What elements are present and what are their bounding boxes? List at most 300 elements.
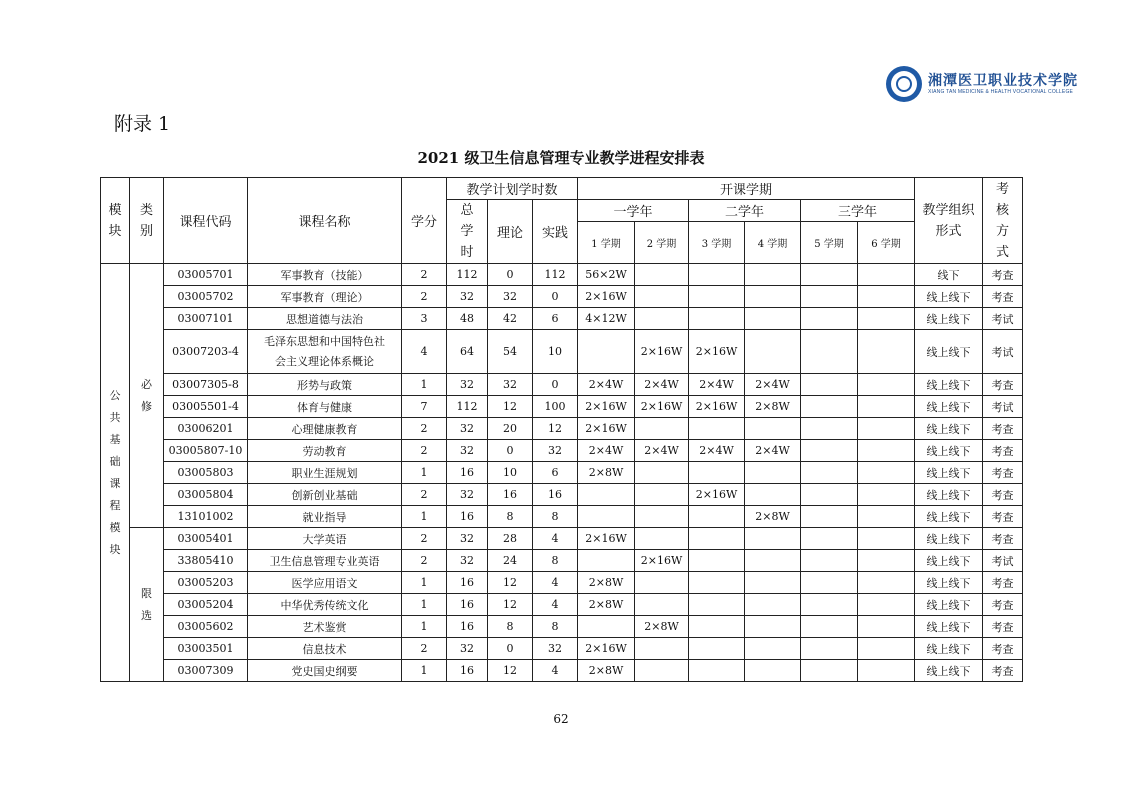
- category-limited: 限 选: [130, 528, 164, 682]
- hours-total: 16: [447, 660, 488, 682]
- term-2: [635, 638, 689, 660]
- course-name: 思想道德与法治: [248, 308, 402, 330]
- term-5: [801, 572, 858, 594]
- term-6: [858, 660, 915, 682]
- hours-practice: 32: [533, 638, 578, 660]
- teaching-form: 线上线下: [915, 660, 983, 682]
- course-code: 03006201: [164, 418, 248, 440]
- college-logo: [886, 66, 1078, 102]
- term-4: [745, 638, 801, 660]
- header-term-1: 1 学期: [578, 222, 635, 264]
- credits: 1: [402, 572, 447, 594]
- hours-practice: 8: [533, 506, 578, 528]
- hours-practice: 4: [533, 660, 578, 682]
- exam-type: 考查: [983, 462, 1023, 484]
- header-credits: 学分: [402, 178, 447, 264]
- table-row: [101, 418, 1023, 440]
- hours-practice: 12: [533, 418, 578, 440]
- term-3: [689, 550, 745, 572]
- course-code: 13101002: [164, 506, 248, 528]
- college-name-en: XIANG TAN MEDICINE & HEALTH VOCATIONAL COLLEGE: [928, 88, 1074, 95]
- hours-total: 32: [447, 286, 488, 308]
- credits: 1: [402, 616, 447, 638]
- teaching-form: 线上线下: [915, 330, 983, 374]
- teaching-form: 线上线下: [915, 374, 983, 396]
- teaching-form: 线上线下: [915, 594, 983, 616]
- hours-practice: 16: [533, 484, 578, 506]
- term-4: 2×4W: [745, 440, 801, 462]
- term-4: [745, 330, 801, 374]
- header-row: [101, 178, 1023, 200]
- hours-theory: 12: [488, 572, 533, 594]
- hours-total: 16: [447, 506, 488, 528]
- term-1: 56×2W: [578, 264, 635, 286]
- term-5: [801, 484, 858, 506]
- course-name: 艺术鉴赏: [248, 616, 402, 638]
- term-3: [689, 462, 745, 484]
- hours-total: 32: [447, 550, 488, 572]
- hours-practice: 8: [533, 550, 578, 572]
- table-row: [101, 484, 1023, 506]
- course-code: 03005204: [164, 594, 248, 616]
- credits: 2: [402, 550, 447, 572]
- hours-total: 16: [447, 572, 488, 594]
- term-3: [689, 594, 745, 616]
- term-4: [745, 660, 801, 682]
- term-3: [689, 418, 745, 440]
- term-1: 2×8W: [578, 594, 635, 616]
- term-6: [858, 330, 915, 374]
- exam-type: 考查: [983, 616, 1023, 638]
- hours-total: 32: [447, 374, 488, 396]
- term-5: [801, 506, 858, 528]
- term-1: 2×8W: [578, 462, 635, 484]
- hours-total: 48: [447, 308, 488, 330]
- table-row: [101, 330, 1023, 374]
- term-4: [745, 484, 801, 506]
- term-2: [635, 506, 689, 528]
- header-form: 教学组织 形式: [915, 178, 983, 264]
- course-code: 03005807-10: [164, 440, 248, 462]
- course-code: 03005702: [164, 286, 248, 308]
- header-exam: 考 核 方 式: [983, 178, 1023, 264]
- term-4: [745, 572, 801, 594]
- page-number: 62: [553, 712, 569, 726]
- hours-theory: 54: [488, 330, 533, 374]
- course-code: 03005803: [164, 462, 248, 484]
- credits: 2: [402, 440, 447, 462]
- term-5: [801, 638, 858, 660]
- header-term-4: 4 学期: [745, 222, 801, 264]
- course-name: 大学英语: [248, 528, 402, 550]
- category-required: 必 修: [130, 264, 164, 528]
- header-hours-total: 总 学 时: [447, 200, 488, 264]
- exam-type: 考查: [983, 440, 1023, 462]
- credits: 1: [402, 594, 447, 616]
- teaching-form: 线上线下: [915, 528, 983, 550]
- hours-practice: 4: [533, 594, 578, 616]
- table-row: [101, 506, 1023, 528]
- term-4: 2×8W: [745, 396, 801, 418]
- course-code: 03005701: [164, 264, 248, 286]
- credits: 2: [402, 528, 447, 550]
- hours-theory: 0: [488, 264, 533, 286]
- term-6: [858, 440, 915, 462]
- page-title: 2021 级卫生信息管理专业教学进程安排表: [417, 149, 705, 167]
- term-2: 2×8W: [635, 616, 689, 638]
- term-6: [858, 550, 915, 572]
- credits: 2: [402, 264, 447, 286]
- hours-practice: 4: [533, 528, 578, 550]
- term-3: 2×4W: [689, 374, 745, 396]
- table-row: [101, 594, 1023, 616]
- hours-theory: 8: [488, 506, 533, 528]
- table-row: [101, 550, 1023, 572]
- credits: 7: [402, 396, 447, 418]
- term-1: 2×16W: [578, 638, 635, 660]
- table-row: [101, 440, 1023, 462]
- header-term-2: 2 学期: [635, 222, 689, 264]
- term-5: [801, 550, 858, 572]
- exam-type: 考试: [983, 550, 1023, 572]
- term-3: [689, 528, 745, 550]
- exam-type: 考查: [983, 638, 1023, 660]
- course-name: 形势与政策: [248, 374, 402, 396]
- term-4: [745, 264, 801, 286]
- teaching-form: 线上线下: [915, 418, 983, 440]
- term-1: [578, 330, 635, 374]
- hours-practice: 100: [533, 396, 578, 418]
- teaching-form: 线上线下: [915, 616, 983, 638]
- exam-type: 考查: [983, 286, 1023, 308]
- course-name: 心理健康教育: [248, 418, 402, 440]
- term-1: 2×4W: [578, 440, 635, 462]
- term-4: [745, 308, 801, 330]
- course-name: 职业生涯规划: [248, 462, 402, 484]
- credits: 3: [402, 308, 447, 330]
- term-6: [858, 308, 915, 330]
- hours-theory: 12: [488, 396, 533, 418]
- hours-practice: 4: [533, 572, 578, 594]
- term-2: 2×16W: [635, 330, 689, 374]
- term-6: [858, 572, 915, 594]
- exam-type: 考查: [983, 528, 1023, 550]
- course-name: 党史国史纲要: [248, 660, 402, 682]
- hours-total: 32: [447, 418, 488, 440]
- term-6: [858, 528, 915, 550]
- hours-theory: 24: [488, 550, 533, 572]
- table-row: [101, 264, 1023, 286]
- hours-theory: 28: [488, 528, 533, 550]
- hours-total: 16: [447, 594, 488, 616]
- hours-practice: 0: [533, 286, 578, 308]
- term-6: [858, 616, 915, 638]
- term-6: [858, 286, 915, 308]
- course-name: 就业指导: [248, 506, 402, 528]
- hours-total: 32: [447, 528, 488, 550]
- term-5: [801, 660, 858, 682]
- header-hours-group: 教学计划学时数: [447, 178, 578, 200]
- exam-type: 考查: [983, 264, 1023, 286]
- appendix-label: 附录 1: [114, 113, 171, 135]
- exam-type: 考试: [983, 396, 1023, 418]
- term-2: 2×4W: [635, 374, 689, 396]
- term-3: 2×16W: [689, 330, 745, 374]
- hours-total: 32: [447, 440, 488, 462]
- term-5: [801, 594, 858, 616]
- term-2: 2×16W: [635, 396, 689, 418]
- hours-practice: 6: [533, 462, 578, 484]
- module-cell: 公 共 基 础 课 程 模 块: [101, 264, 130, 682]
- hours-practice: 32: [533, 440, 578, 462]
- course-code: 03005203: [164, 572, 248, 594]
- term-2: [635, 484, 689, 506]
- credits: 4: [402, 330, 447, 374]
- term-6: [858, 594, 915, 616]
- table-row: [101, 660, 1023, 682]
- course-name: 医学应用语文: [248, 572, 402, 594]
- term-2: [635, 308, 689, 330]
- term-5: [801, 264, 858, 286]
- term-5: [801, 374, 858, 396]
- term-3: [689, 308, 745, 330]
- term-2: [635, 594, 689, 616]
- teaching-form: 线上线下: [915, 572, 983, 594]
- header-category: 类 别: [130, 178, 164, 264]
- credits: 2: [402, 484, 447, 506]
- hours-practice: 112: [533, 264, 578, 286]
- term-1: [578, 550, 635, 572]
- teaching-form: 线上线下: [915, 506, 983, 528]
- credits: 1: [402, 462, 447, 484]
- exam-type: 考查: [983, 484, 1023, 506]
- term-1: [578, 616, 635, 638]
- term-2: [635, 264, 689, 286]
- term-4: 2×8W: [745, 506, 801, 528]
- term-4: [745, 616, 801, 638]
- header-term-group: 开课学期: [578, 178, 915, 200]
- course-name: 创新创业基础: [248, 484, 402, 506]
- term-2: 2×16W: [635, 550, 689, 572]
- hours-total: 32: [447, 484, 488, 506]
- term-1: 2×16W: [578, 418, 635, 440]
- header-term-5: 5 学期: [801, 222, 858, 264]
- header-hours-practice: 实践: [533, 200, 578, 264]
- term-5: [801, 308, 858, 330]
- teaching-form: 线上线下: [915, 550, 983, 572]
- term-4: [745, 418, 801, 440]
- table-row: [101, 396, 1023, 418]
- term-2: [635, 418, 689, 440]
- course-code: 03007309: [164, 660, 248, 682]
- header-module: 模 块: [101, 178, 130, 264]
- term-1: 2×8W: [578, 572, 635, 594]
- exam-type: 考试: [983, 330, 1023, 374]
- hours-theory: 20: [488, 418, 533, 440]
- table-row: [101, 528, 1023, 550]
- term-1: [578, 484, 635, 506]
- exam-type: 考查: [983, 506, 1023, 528]
- course-name: 劳动教育: [248, 440, 402, 462]
- term-3: [689, 264, 745, 286]
- course-name: 中华优秀传统文化: [248, 594, 402, 616]
- term-2: 2×4W: [635, 440, 689, 462]
- course-name: 信息技术: [248, 638, 402, 660]
- course-code: 03005804: [164, 484, 248, 506]
- teaching-form: 线下: [915, 264, 983, 286]
- term-4: [745, 462, 801, 484]
- hours-total: 32: [447, 638, 488, 660]
- term-5: [801, 286, 858, 308]
- term-4: 2×4W: [745, 374, 801, 396]
- term-2: [635, 660, 689, 682]
- course-code: 33805410: [164, 550, 248, 572]
- term-1: [578, 506, 635, 528]
- hours-practice: 10: [533, 330, 578, 374]
- credits: 2: [402, 638, 447, 660]
- header-term-6: 6 学期: [858, 222, 915, 264]
- hours-theory: 8: [488, 616, 533, 638]
- hours-total: 16: [447, 462, 488, 484]
- term-6: [858, 418, 915, 440]
- credits: 1: [402, 660, 447, 682]
- hours-theory: 42: [488, 308, 533, 330]
- term-5: [801, 462, 858, 484]
- term-3: 2×4W: [689, 440, 745, 462]
- term-6: [858, 638, 915, 660]
- header-code: 课程代码: [164, 178, 248, 264]
- term-6: [858, 264, 915, 286]
- term-6: [858, 374, 915, 396]
- term-5: [801, 528, 858, 550]
- term-5: [801, 440, 858, 462]
- course-name: 体育与健康: [248, 396, 402, 418]
- header-name: 课程名称: [248, 178, 402, 264]
- hours-theory: 12: [488, 660, 533, 682]
- table-row: [101, 308, 1023, 330]
- header-year2: 二学年: [689, 200, 801, 222]
- course-code: 03005401: [164, 528, 248, 550]
- term-3: [689, 286, 745, 308]
- course-name: 毛泽东思想和中国特色社 会主义理论体系概论: [248, 330, 402, 374]
- hours-total: 112: [447, 396, 488, 418]
- table-row: [101, 638, 1023, 660]
- header-term-3: 3 学期: [689, 222, 745, 264]
- exam-type: 考查: [983, 572, 1023, 594]
- term-1: 2×8W: [578, 660, 635, 682]
- term-6: [858, 484, 915, 506]
- table-row: [101, 286, 1023, 308]
- hours-practice: 8: [533, 616, 578, 638]
- hours-practice: 0: [533, 374, 578, 396]
- credits: 1: [402, 506, 447, 528]
- term-3: [689, 638, 745, 660]
- college-seal-icon: [886, 66, 922, 102]
- hours-practice: 6: [533, 308, 578, 330]
- exam-type: 考试: [983, 308, 1023, 330]
- header-hours-theory: 理论: [488, 200, 533, 264]
- hours-total: 16: [447, 616, 488, 638]
- term-3: 2×16W: [689, 484, 745, 506]
- schedule-table: [100, 177, 1023, 682]
- term-6: [858, 506, 915, 528]
- term-6: [858, 396, 915, 418]
- hours-theory: 16: [488, 484, 533, 506]
- term-3: [689, 616, 745, 638]
- term-6: [858, 462, 915, 484]
- hours-theory: 32: [488, 286, 533, 308]
- term-3: [689, 660, 745, 682]
- term-4: [745, 528, 801, 550]
- teaching-form: 线上线下: [915, 286, 983, 308]
- term-3: 2×16W: [689, 396, 745, 418]
- header-year3: 三学年: [801, 200, 915, 222]
- term-3: [689, 506, 745, 528]
- term-5: [801, 418, 858, 440]
- college-name-cn: 湘潭医卫职业技术学院: [928, 72, 1078, 89]
- table-row: [101, 572, 1023, 594]
- course-code: 03007203-4: [164, 330, 248, 374]
- term-2: [635, 462, 689, 484]
- hours-total: 64: [447, 330, 488, 374]
- table-row: [101, 462, 1023, 484]
- teaching-form: 线上线下: [915, 484, 983, 506]
- term-1: 2×4W: [578, 374, 635, 396]
- table-row: [101, 616, 1023, 638]
- hours-theory: 10: [488, 462, 533, 484]
- term-3: [689, 572, 745, 594]
- teaching-form: 线上线下: [915, 396, 983, 418]
- teaching-form: 线上线下: [915, 308, 983, 330]
- course-code: 03005602: [164, 616, 248, 638]
- header-year1: 一学年: [578, 200, 689, 222]
- term-5: [801, 330, 858, 374]
- credits: 2: [402, 418, 447, 440]
- term-4: [745, 550, 801, 572]
- term-4: [745, 286, 801, 308]
- term-1: 2×16W: [578, 396, 635, 418]
- term-5: [801, 616, 858, 638]
- exam-type: 考查: [983, 418, 1023, 440]
- course-name: 卫生信息管理专业英语: [248, 550, 402, 572]
- teaching-form: 线上线下: [915, 638, 983, 660]
- term-1: 2×16W: [578, 528, 635, 550]
- term-2: [635, 286, 689, 308]
- term-5: [801, 396, 858, 418]
- credits: 1: [402, 374, 447, 396]
- teaching-form: 线上线下: [915, 440, 983, 462]
- exam-type: 考查: [983, 374, 1023, 396]
- course-name: 军事教育（技能）: [248, 264, 402, 286]
- term-1: 4×12W: [578, 308, 635, 330]
- term-2: [635, 572, 689, 594]
- course-code: 03005501-4: [164, 396, 248, 418]
- table-row: [101, 374, 1023, 396]
- hours-theory: 0: [488, 638, 533, 660]
- exam-type: 考查: [983, 594, 1023, 616]
- hours-theory: 0: [488, 440, 533, 462]
- course-code: 03007101: [164, 308, 248, 330]
- hours-theory: 12: [488, 594, 533, 616]
- term-2: [635, 528, 689, 550]
- hours-total: 112: [447, 264, 488, 286]
- exam-type: 考查: [983, 660, 1023, 682]
- course-code: 03007305-8: [164, 374, 248, 396]
- term-1: 2×16W: [578, 286, 635, 308]
- course-code: 03003501: [164, 638, 248, 660]
- hours-theory: 32: [488, 374, 533, 396]
- course-name: 军事教育（理论）: [248, 286, 402, 308]
